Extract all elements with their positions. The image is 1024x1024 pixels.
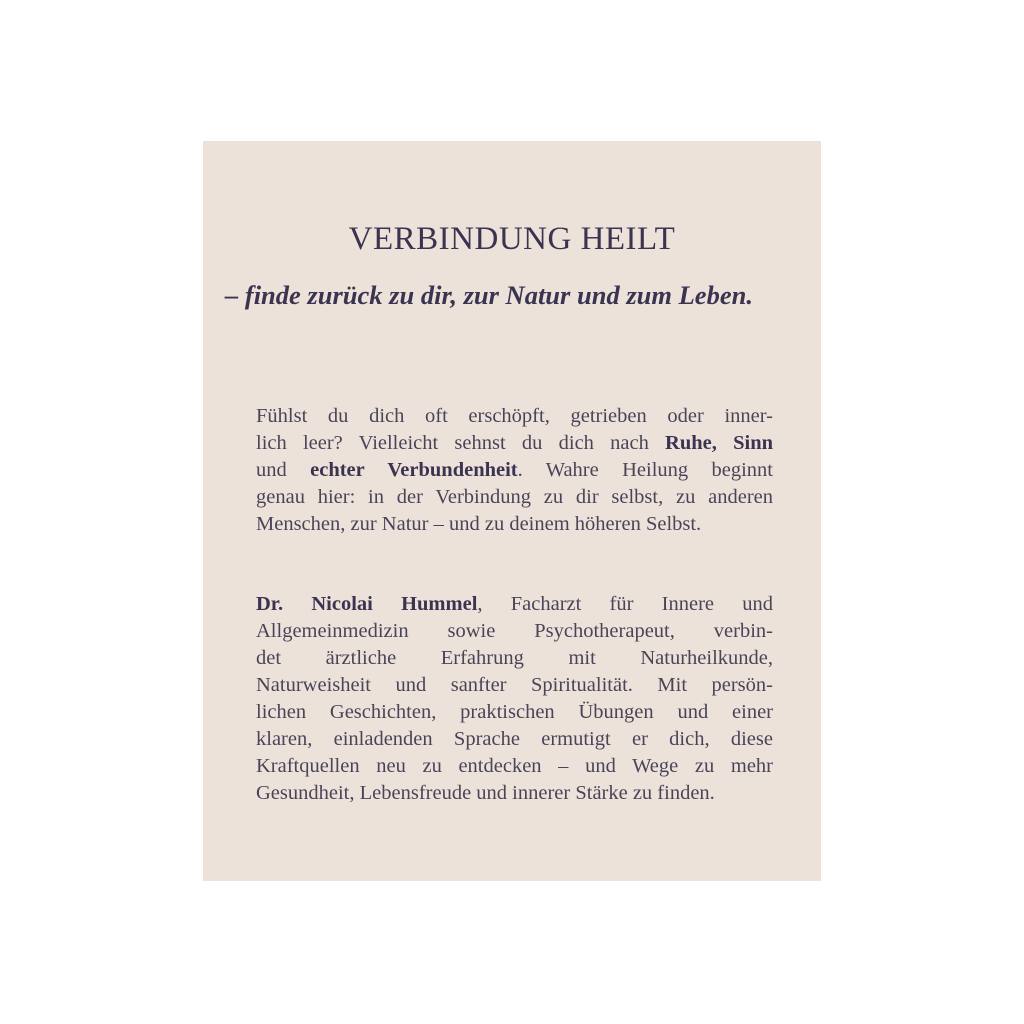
author-line-8: Gesundheit, Lebensfreude und innerer Stärke zu finden. <box>256 782 715 804</box>
intro-line-2: lich leer? Vielleicht sehnst du dich nach Ruhe, Sinn <box>256 432 773 454</box>
intro-line-1: Fühlst du dich oft erschöpft, getrieben oder inner- <box>256 405 773 427</box>
intro-line-5: Menschen, zur Natur – und zu deinem höheren Selbst. <box>256 513 702 535</box>
book-back-cover <box>203 141 821 881</box>
intro-line-4: genau hier: in der Verbindung zu dir selbst, zu anderen <box>256 486 773 508</box>
intro-paragraph <box>256 403 773 538</box>
author-line-7: Kraftquellen neu zu entdecken – und Wege zu mehr <box>256 755 773 777</box>
emphasis-verbundenheit: echter Verbundenheit <box>310 459 518 481</box>
author-line-6: klaren, einladenden Sprache ermutigt er dich, diese <box>256 728 773 750</box>
cover-title: VERBINDUNG HEILT <box>348 221 676 257</box>
author-name: Dr. Nicolai Hummel <box>256 593 478 615</box>
emphasis-ruhe-sinn: Ruhe, Sinn <box>665 432 773 454</box>
author-line-4: Naturweisheit und sanfter Spiritualität. Mit persön- <box>256 674 773 696</box>
author-line-5: lichen Geschichten, praktischen Übungen und einer <box>256 701 773 723</box>
author-line-3: det ärztliche Erfahrung mit Naturheilkunde, <box>256 647 773 669</box>
cover-subtitle: – finde zurück zu dir, zur Natur und zum Leben. <box>225 280 753 310</box>
author-line-1: Dr. Nicolai Hummel, Facharzt für Innere und <box>256 593 773 615</box>
author-paragraph <box>256 591 773 807</box>
author-line-2: Allgemeinmedizin sowie Psychotherapeut, verbin- <box>256 620 773 642</box>
intro-line-3: und echter Verbundenheit. Wahre Heilung beginnt <box>256 459 773 481</box>
